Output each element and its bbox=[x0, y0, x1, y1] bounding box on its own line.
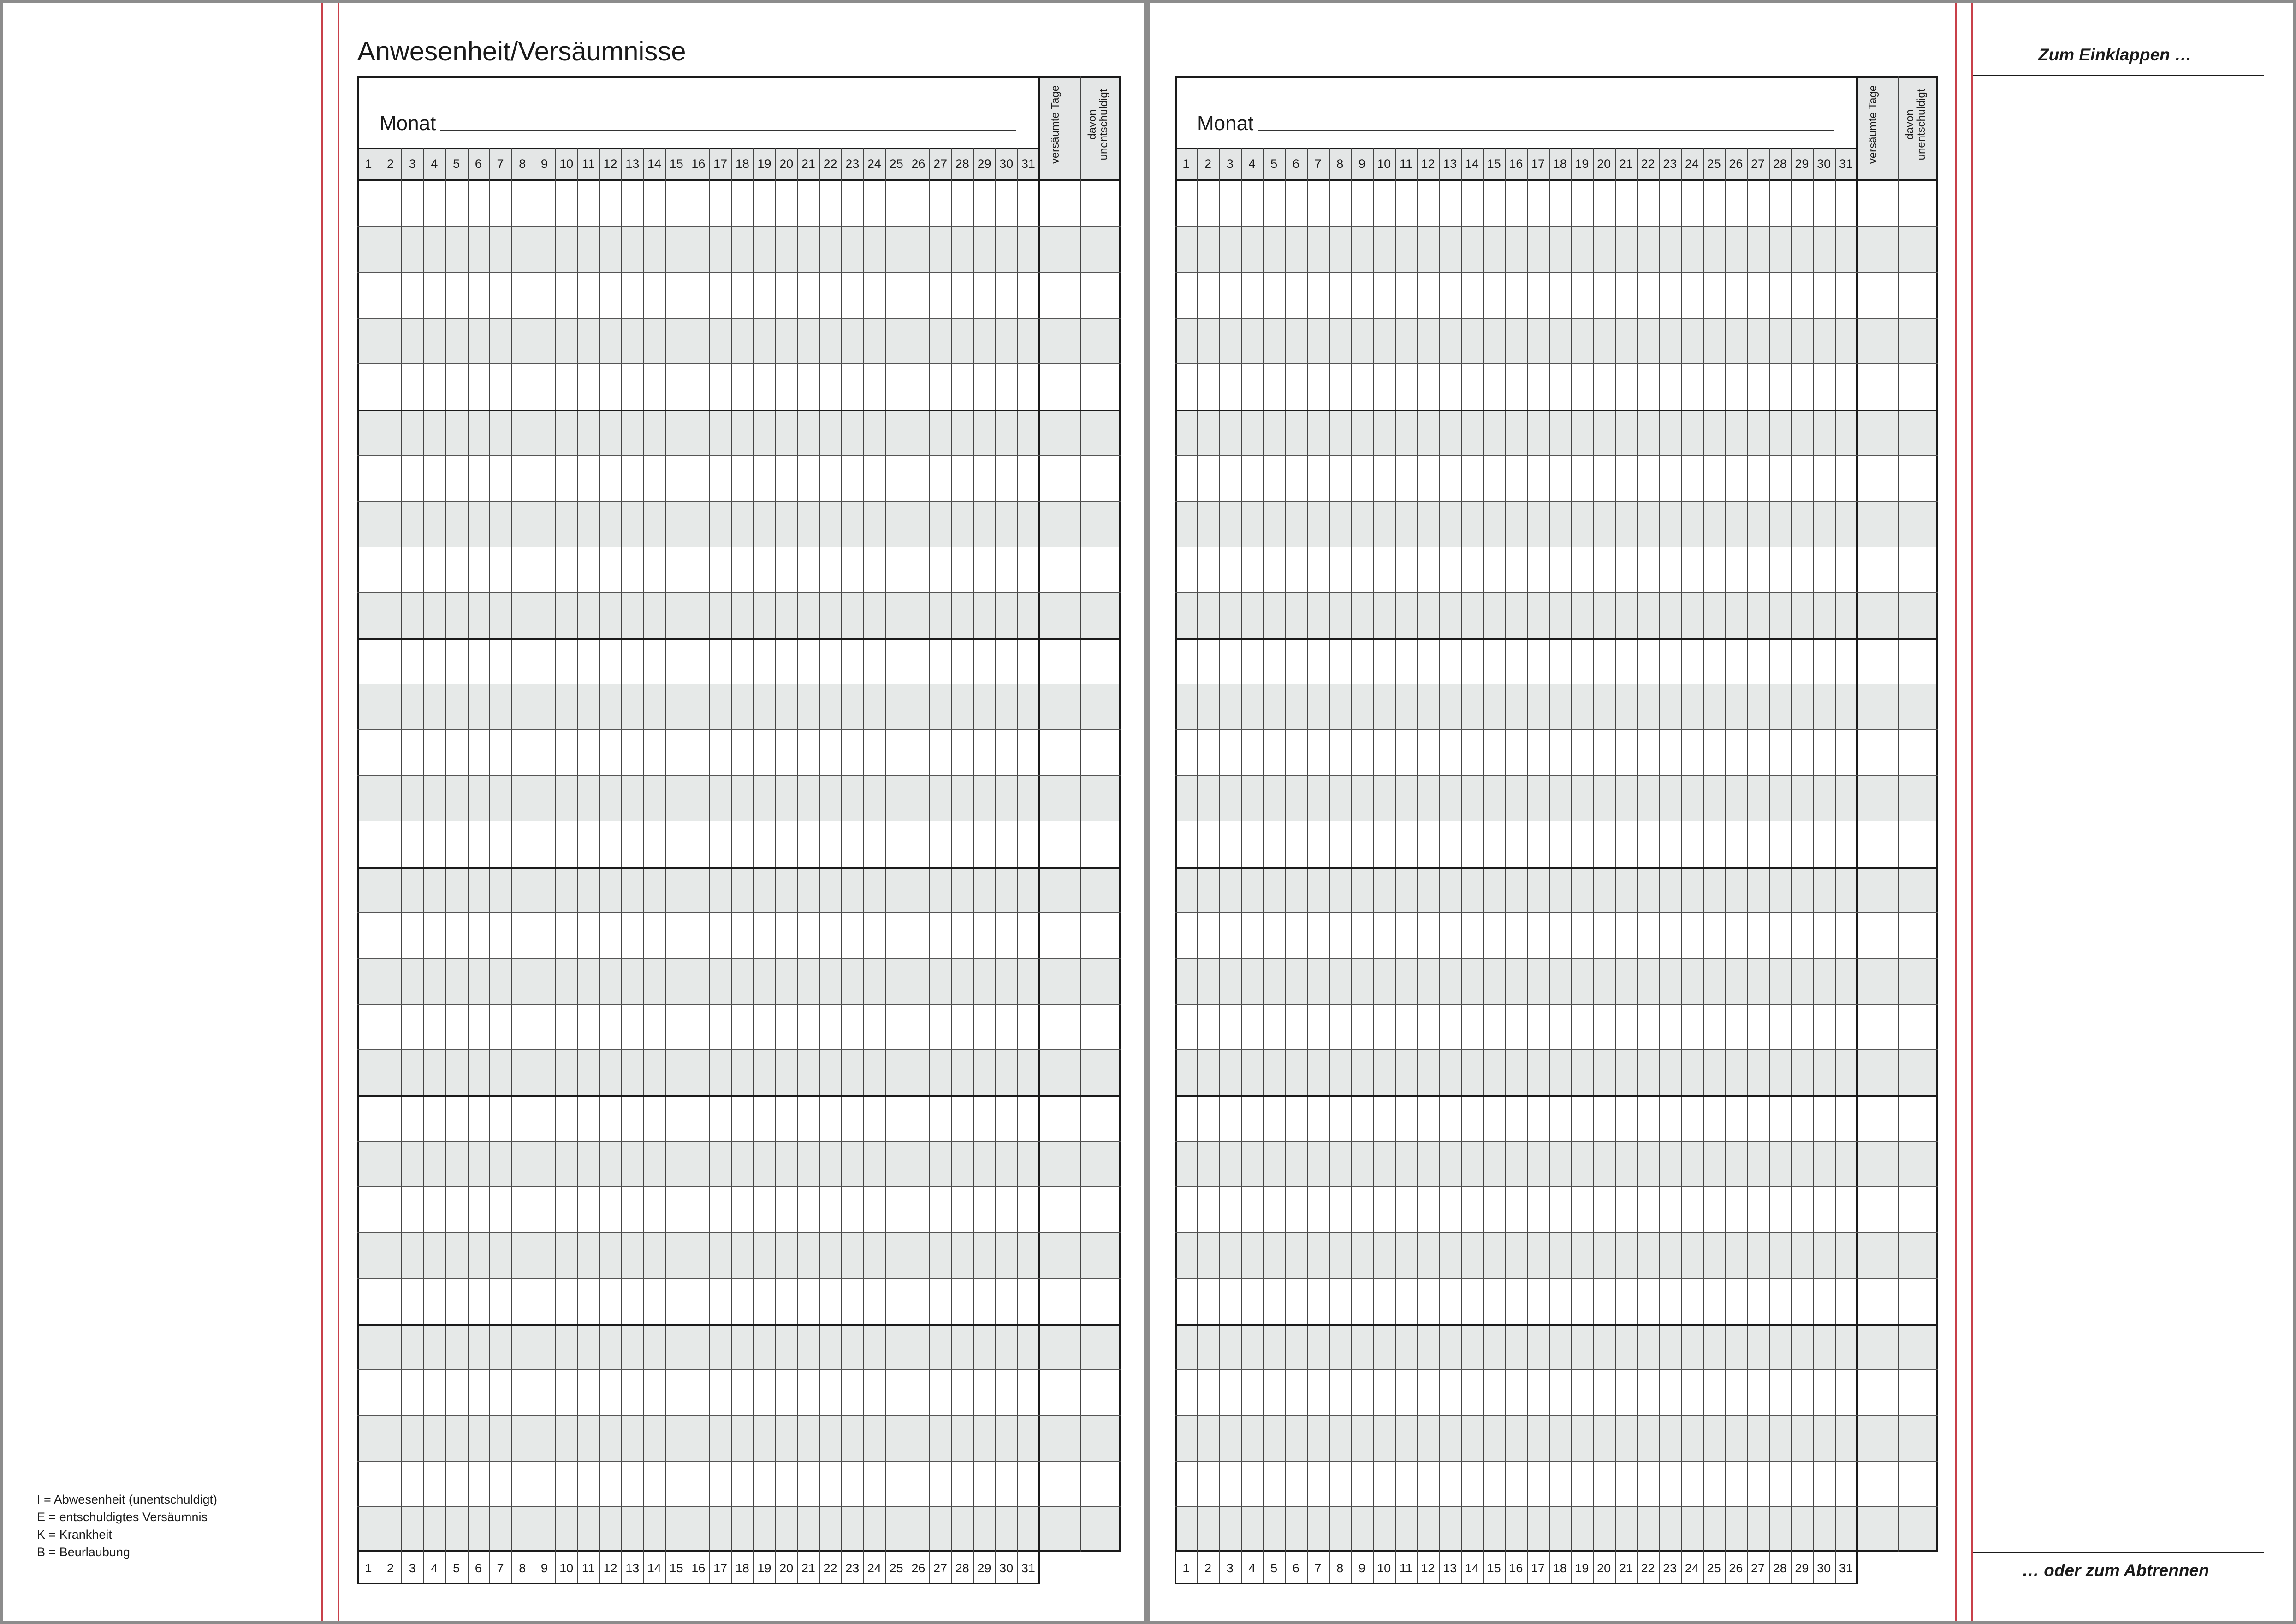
day-footer-29: 29 bbox=[1795, 1561, 1809, 1575]
attendance-row[interactable] bbox=[1175, 363, 1938, 409]
attendance-row[interactable] bbox=[357, 775, 1121, 821]
attendance-row[interactable] bbox=[1175, 1324, 1938, 1369]
day-header-30: 30 bbox=[999, 157, 1014, 171]
attendance-row[interactable] bbox=[357, 958, 1121, 1004]
day-header-29: 29 bbox=[977, 157, 991, 171]
legend-item-i: I = Abwesenheit (unentschuldigt) bbox=[37, 1493, 217, 1506]
attendance-row[interactable] bbox=[1175, 410, 1938, 455]
day-header-3: 3 bbox=[1226, 157, 1234, 171]
day-header-26: 26 bbox=[1729, 157, 1743, 171]
attendance-row[interactable] bbox=[357, 1232, 1121, 1278]
left-margin-line-inner bbox=[338, 3, 339, 1621]
day-footer-9: 9 bbox=[540, 1561, 548, 1575]
day-header-15: 15 bbox=[669, 157, 683, 171]
attendance-row[interactable] bbox=[357, 592, 1121, 638]
day-header-30: 30 bbox=[1817, 157, 1831, 171]
fold-rule bbox=[1973, 75, 2264, 76]
day-header-23: 23 bbox=[845, 157, 860, 171]
detach-label: … oder zum Abtrennen bbox=[2022, 1561, 2209, 1580]
day-header-27: 27 bbox=[933, 157, 948, 171]
day-header-4: 4 bbox=[431, 157, 438, 171]
day-header-6: 6 bbox=[475, 157, 482, 171]
day-header-2: 2 bbox=[387, 157, 394, 171]
day-footer-17: 17 bbox=[1531, 1561, 1545, 1575]
missed-days-header: versäumte Tage bbox=[1867, 85, 1879, 164]
day-footer-22: 22 bbox=[823, 1561, 837, 1575]
right-margin-line-outer bbox=[1971, 3, 1973, 1621]
attendance-row[interactable] bbox=[357, 272, 1121, 318]
day-header-21: 21 bbox=[1619, 157, 1633, 171]
day-footer-1: 1 bbox=[1182, 1561, 1190, 1575]
day-footer-30: 30 bbox=[1817, 1561, 1831, 1575]
day-footer-9: 9 bbox=[1358, 1561, 1365, 1575]
day-header-1: 1 bbox=[365, 157, 372, 171]
day-footer-29: 29 bbox=[977, 1561, 991, 1575]
attendance-row[interactable] bbox=[357, 912, 1121, 958]
attendance-row[interactable] bbox=[1175, 958, 1938, 1004]
day-footer-28: 28 bbox=[955, 1561, 969, 1575]
attendance-row[interactable] bbox=[1175, 226, 1938, 272]
day-header-22: 22 bbox=[823, 157, 837, 171]
day-header-25: 25 bbox=[889, 157, 903, 171]
attendance-row[interactable] bbox=[357, 181, 1121, 226]
day-footer-31: 31 bbox=[1839, 1561, 1853, 1575]
attendance-row[interactable] bbox=[1175, 821, 1938, 866]
attendance-row[interactable] bbox=[1175, 1278, 1938, 1323]
day-footer-4: 4 bbox=[431, 1561, 438, 1575]
attendance-row[interactable] bbox=[1175, 867, 1938, 912]
day-footer-30: 30 bbox=[999, 1561, 1014, 1575]
day-footer-21: 21 bbox=[801, 1561, 815, 1575]
day-footer-13: 13 bbox=[625, 1561, 640, 1575]
attendance-row[interactable] bbox=[1175, 547, 1938, 592]
day-footer-8: 8 bbox=[1336, 1561, 1344, 1575]
day-header-20: 20 bbox=[779, 157, 794, 171]
day-header-7: 7 bbox=[1314, 157, 1322, 171]
day-header-21: 21 bbox=[801, 157, 815, 171]
day-header-12: 12 bbox=[603, 157, 617, 171]
day-footer-18: 18 bbox=[735, 1561, 749, 1575]
attendance-row[interactable] bbox=[357, 1324, 1121, 1369]
left-margin-line-outer bbox=[321, 3, 323, 1621]
day-header-16: 16 bbox=[691, 157, 706, 171]
day-footer-20: 20 bbox=[779, 1561, 794, 1575]
day-footer-26: 26 bbox=[911, 1561, 926, 1575]
day-footer-1: 1 bbox=[365, 1561, 372, 1575]
attendance-row[interactable] bbox=[1175, 684, 1938, 729]
day-footer-20: 20 bbox=[1597, 1561, 1611, 1575]
day-footer-19: 19 bbox=[757, 1561, 771, 1575]
day-footer-16: 16 bbox=[691, 1561, 706, 1575]
day-footer-15: 15 bbox=[669, 1561, 683, 1575]
attendance-row[interactable] bbox=[357, 821, 1121, 866]
day-header-28: 28 bbox=[1773, 157, 1787, 171]
day-header-1: 1 bbox=[1182, 157, 1190, 171]
day-header-25: 25 bbox=[1707, 157, 1721, 171]
attendance-row[interactable] bbox=[357, 1095, 1121, 1141]
missed-days-header: versäumte Tage bbox=[1049, 85, 1062, 164]
attendance-row[interactable] bbox=[357, 1415, 1121, 1461]
day-footer-5: 5 bbox=[453, 1561, 460, 1575]
attendance-row[interactable] bbox=[1175, 729, 1938, 775]
day-footer-4: 4 bbox=[1248, 1561, 1256, 1575]
day-header-18: 18 bbox=[1553, 157, 1567, 171]
day-footer-6: 6 bbox=[1292, 1561, 1299, 1575]
day-footer-27: 27 bbox=[933, 1561, 948, 1575]
attendance-row[interactable] bbox=[1175, 912, 1938, 958]
day-header-11: 11 bbox=[1399, 157, 1412, 171]
day-footer-row bbox=[1175, 1552, 1857, 1584]
day-header-14: 14 bbox=[1465, 157, 1479, 171]
day-header-15: 15 bbox=[1487, 157, 1501, 171]
day-footer-31: 31 bbox=[1021, 1561, 1035, 1575]
day-header-6: 6 bbox=[1292, 157, 1299, 171]
attendance-row[interactable] bbox=[357, 501, 1121, 547]
right-margin-line-inner bbox=[1955, 3, 1957, 1621]
attendance-row[interactable] bbox=[357, 867, 1121, 912]
day-footer-2: 2 bbox=[1204, 1561, 1212, 1575]
unexcused-header: davon unentschuldigt bbox=[1086, 89, 1110, 161]
attendance-row[interactable] bbox=[1175, 1095, 1938, 1141]
day-header-13: 13 bbox=[625, 157, 640, 171]
day-header-16: 16 bbox=[1509, 157, 1523, 171]
day-footer-28: 28 bbox=[1773, 1561, 1787, 1575]
day-footer-12: 12 bbox=[1421, 1561, 1435, 1575]
fold-label: Zum Einklappen … bbox=[2038, 45, 2192, 64]
day-header-20: 20 bbox=[1597, 157, 1611, 171]
day-header-10: 10 bbox=[1377, 157, 1391, 171]
day-header-13: 13 bbox=[1443, 157, 1457, 171]
day-footer-3: 3 bbox=[409, 1561, 416, 1575]
day-footer-14: 14 bbox=[647, 1561, 661, 1575]
day-header-4: 4 bbox=[1248, 157, 1256, 171]
day-header-19: 19 bbox=[1575, 157, 1589, 171]
day-header-28: 28 bbox=[955, 157, 969, 171]
attendance-row[interactable] bbox=[357, 684, 1121, 729]
day-header-14: 14 bbox=[647, 157, 661, 171]
day-header-9: 9 bbox=[540, 157, 548, 171]
legend-item-e: E = entschuldigtes Versäumnis bbox=[37, 1510, 208, 1524]
day-footer-5: 5 bbox=[1270, 1561, 1278, 1575]
day-footer-21: 21 bbox=[1619, 1561, 1633, 1575]
attendance-row[interactable] bbox=[357, 1278, 1121, 1323]
monat-label: Monat bbox=[1197, 112, 1254, 135]
attendance-row[interactable] bbox=[1175, 318, 1938, 363]
day-header-24: 24 bbox=[1685, 157, 1699, 171]
attendance-row[interactable] bbox=[1175, 455, 1938, 501]
attendance-row[interactable] bbox=[357, 729, 1121, 775]
day-header-18: 18 bbox=[735, 157, 749, 171]
attendance-row[interactable] bbox=[1175, 1506, 1938, 1552]
attendance-row[interactable] bbox=[1175, 1141, 1938, 1186]
attendance-row[interactable] bbox=[357, 547, 1121, 592]
attendance-row[interactable] bbox=[1175, 1415, 1938, 1461]
day-footer-row bbox=[357, 1552, 1039, 1584]
attendance-row[interactable] bbox=[357, 1186, 1121, 1232]
day-footer-7: 7 bbox=[1314, 1561, 1322, 1575]
day-footer-2: 2 bbox=[387, 1561, 394, 1575]
day-footer-26: 26 bbox=[1729, 1561, 1743, 1575]
attendance-row[interactable] bbox=[1175, 1049, 1938, 1095]
detach-rule bbox=[1973, 1552, 2264, 1553]
day-header-31: 31 bbox=[1021, 157, 1035, 171]
day-footer-22: 22 bbox=[1641, 1561, 1655, 1575]
attendance-row[interactable] bbox=[357, 1049, 1121, 1095]
day-footer-17: 17 bbox=[713, 1561, 728, 1575]
day-header-2: 2 bbox=[1204, 157, 1212, 171]
day-footer-16: 16 bbox=[1509, 1561, 1523, 1575]
monat-input-line[interactable] bbox=[1258, 130, 1834, 131]
day-header-7: 7 bbox=[497, 157, 504, 171]
attendance-row[interactable] bbox=[357, 363, 1121, 409]
attendance-row[interactable] bbox=[1175, 1461, 1938, 1506]
day-footer-15: 15 bbox=[1487, 1561, 1501, 1575]
day-header-5: 5 bbox=[1270, 157, 1278, 171]
day-footer-11: 11 bbox=[1399, 1561, 1412, 1575]
attendance-row[interactable] bbox=[1175, 1232, 1938, 1278]
day-footer-7: 7 bbox=[497, 1561, 504, 1575]
day-footer-25: 25 bbox=[1707, 1561, 1721, 1575]
day-footer-18: 18 bbox=[1553, 1561, 1567, 1575]
attendance-row[interactable] bbox=[1175, 501, 1938, 547]
monat-input-line[interactable] bbox=[440, 130, 1016, 131]
day-header-8: 8 bbox=[519, 157, 526, 171]
day-header-23: 23 bbox=[1663, 157, 1677, 171]
day-footer-27: 27 bbox=[1751, 1561, 1765, 1575]
day-footer-3: 3 bbox=[1226, 1561, 1234, 1575]
attendance-row[interactable] bbox=[357, 1004, 1121, 1049]
day-footer-6: 6 bbox=[475, 1561, 482, 1575]
attendance-row[interactable] bbox=[357, 1461, 1121, 1506]
attendance-row[interactable] bbox=[1175, 272, 1938, 318]
day-footer-11: 11 bbox=[581, 1561, 595, 1575]
legend-item-k: K = Krankheit bbox=[37, 1528, 112, 1541]
day-footer-19: 19 bbox=[1575, 1561, 1589, 1575]
attendance-row[interactable] bbox=[1175, 775, 1938, 821]
day-header-5: 5 bbox=[453, 157, 460, 171]
attendance-row[interactable] bbox=[357, 318, 1121, 363]
attendance-row[interactable] bbox=[1175, 638, 1938, 684]
attendance-row[interactable] bbox=[357, 410, 1121, 455]
day-footer-8: 8 bbox=[519, 1561, 526, 1575]
day-footer-14: 14 bbox=[1465, 1561, 1479, 1575]
day-footer-13: 13 bbox=[1443, 1561, 1457, 1575]
day-header-9: 9 bbox=[1358, 157, 1365, 171]
day-header-11: 11 bbox=[581, 157, 595, 171]
attendance-row[interactable] bbox=[357, 226, 1121, 272]
day-header-24: 24 bbox=[867, 157, 881, 171]
legend-item-b: B = Beurlaubung bbox=[37, 1545, 130, 1559]
day-header-29: 29 bbox=[1795, 157, 1809, 171]
day-header-26: 26 bbox=[911, 157, 926, 171]
day-header-8: 8 bbox=[1336, 157, 1344, 171]
day-header-19: 19 bbox=[757, 157, 771, 171]
day-header-22: 22 bbox=[1641, 157, 1655, 171]
monat-label: Monat bbox=[380, 112, 436, 135]
attendance-row[interactable] bbox=[1175, 181, 1938, 226]
day-footer-24: 24 bbox=[867, 1561, 881, 1575]
day-footer-12: 12 bbox=[603, 1561, 617, 1575]
day-header-31: 31 bbox=[1839, 157, 1853, 171]
unexcused-header: davon unentschuldigt bbox=[1904, 89, 1928, 161]
book-spine bbox=[1144, 0, 1148, 1624]
day-footer-25: 25 bbox=[889, 1561, 903, 1575]
day-footer-23: 23 bbox=[845, 1561, 860, 1575]
attendance-row[interactable] bbox=[1175, 592, 1938, 638]
legend bbox=[37, 1491, 217, 1561]
attendance-row[interactable] bbox=[357, 1506, 1121, 1552]
day-header-17: 17 bbox=[713, 157, 728, 171]
day-header-10: 10 bbox=[559, 157, 574, 171]
attendance-row[interactable] bbox=[357, 1141, 1121, 1186]
attendance-row[interactable] bbox=[1175, 1186, 1938, 1232]
day-header-12: 12 bbox=[1421, 157, 1435, 171]
day-footer-10: 10 bbox=[1377, 1561, 1391, 1575]
day-header-3: 3 bbox=[409, 157, 416, 171]
day-footer-24: 24 bbox=[1685, 1561, 1699, 1575]
day-footer-10: 10 bbox=[559, 1561, 574, 1575]
day-header-17: 17 bbox=[1531, 157, 1545, 171]
attendance-row[interactable] bbox=[1175, 1369, 1938, 1415]
day-footer-23: 23 bbox=[1663, 1561, 1677, 1575]
attendance-row[interactable] bbox=[357, 1369, 1121, 1415]
page-title: Anwesenheit/Versäumnisse bbox=[357, 36, 686, 66]
attendance-row[interactable] bbox=[1175, 1004, 1938, 1049]
attendance-row[interactable] bbox=[357, 455, 1121, 501]
attendance-row[interactable] bbox=[357, 638, 1121, 684]
day-header-27: 27 bbox=[1751, 157, 1765, 171]
